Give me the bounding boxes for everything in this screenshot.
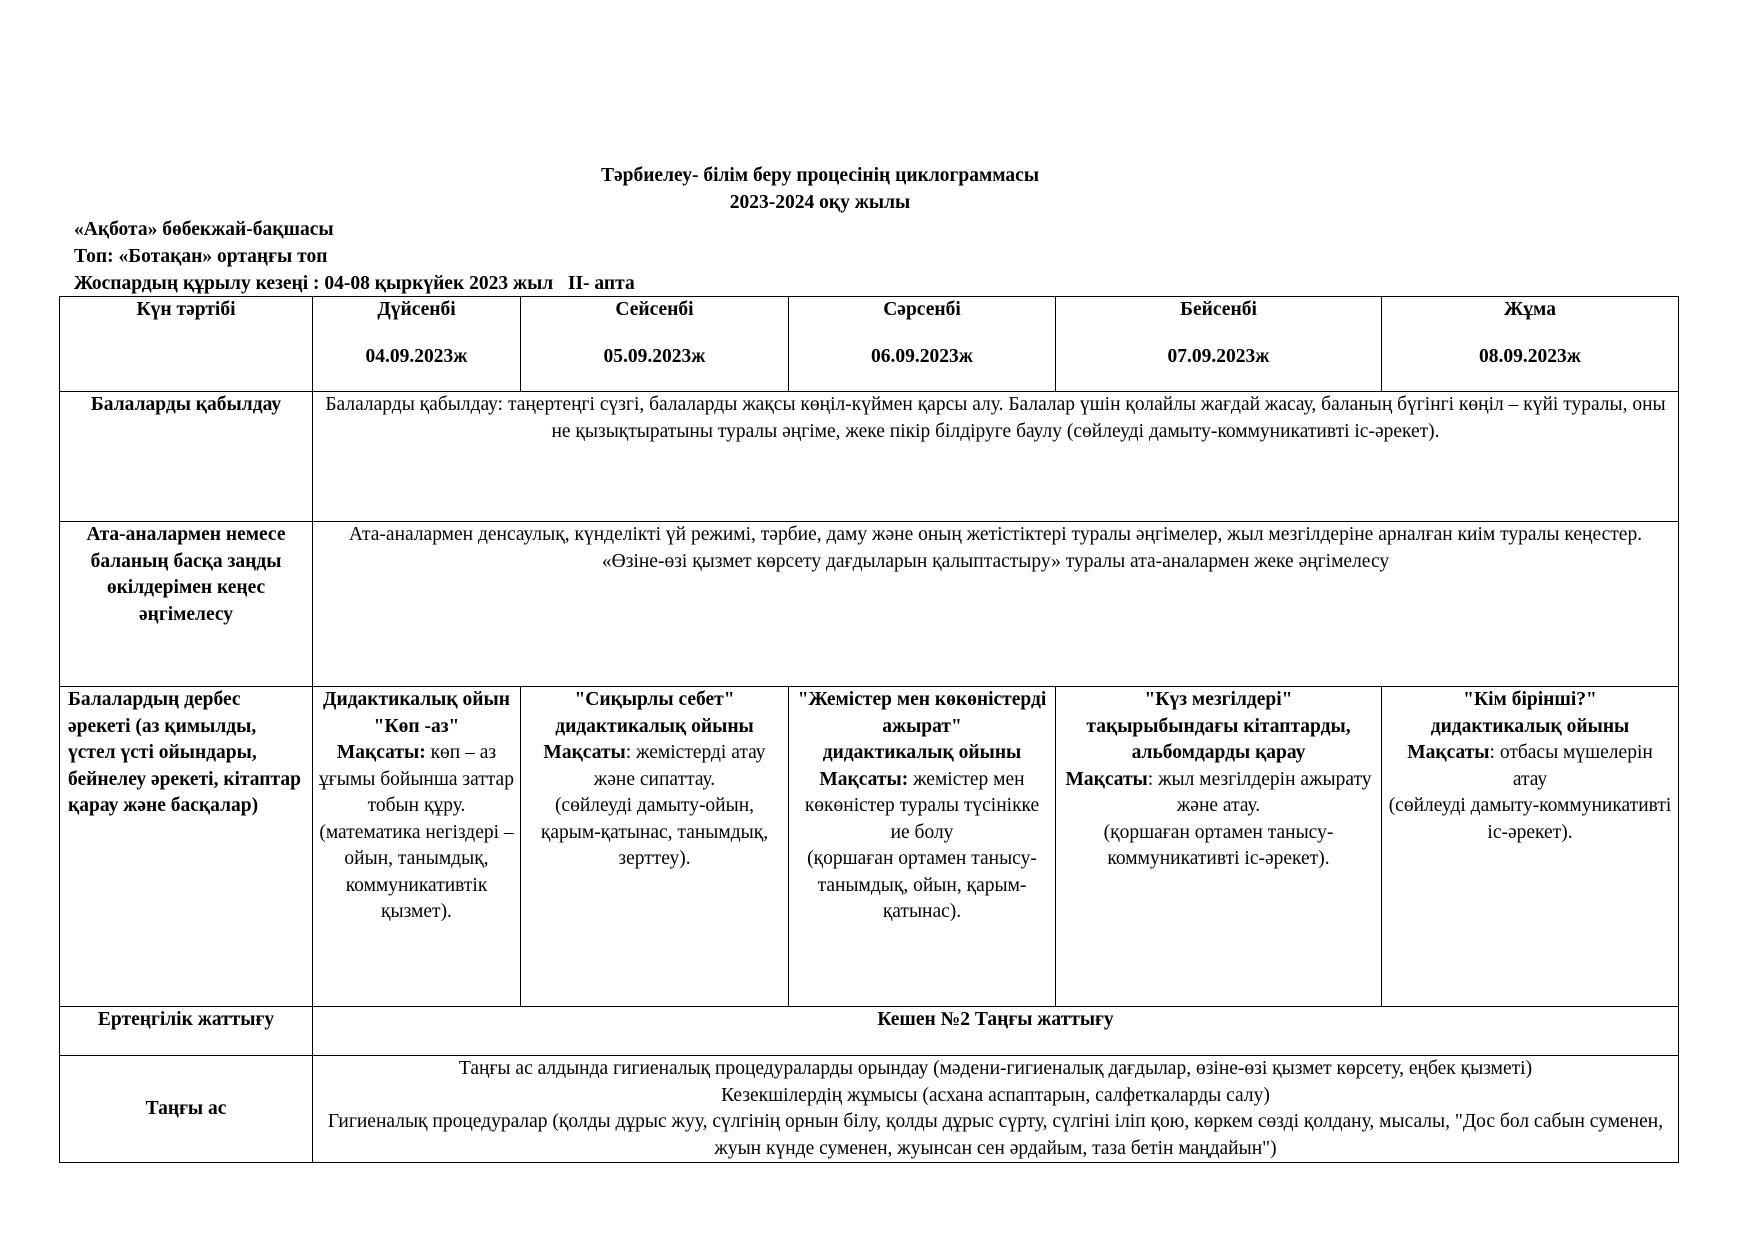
day-date: 07.09.2023ж bbox=[1167, 345, 1270, 367]
goal-text: жемістер мен көкөністер туралы түсінікке ие болу bbox=[804, 768, 1040, 843]
activity-title: "Күз мезгілдері" bbox=[1144, 689, 1293, 710]
day-name: Дүйсенбі bbox=[377, 299, 456, 320]
academic-year: 2023-2024 оқу жылы bbox=[729, 192, 911, 213]
day-date: 04.09.2023ж bbox=[365, 345, 468, 367]
goal-label: Мақсаты: bbox=[819, 768, 909, 790]
breakfast-cell bbox=[313, 1056, 1679, 1163]
reception-label: Балаларды қабылдау bbox=[60, 392, 313, 522]
goal-text: : жыл мезгілдерін ажырату және атау. bbox=[1147, 768, 1372, 816]
day-name: Жұма bbox=[1504, 299, 1556, 320]
group-name: Топ: «Ботақан» ортаңғы топ bbox=[74, 246, 328, 267]
goal-label: Мақсаты bbox=[1407, 742, 1490, 763]
plan-period: Жоспардың құрылу кезеңі : 04-08 қыркүйек 2023 жыл ІІ- апта bbox=[74, 273, 635, 294]
activity-subtitle: дидактикалық ойыны bbox=[1430, 715, 1630, 737]
header-day-tuesday bbox=[521, 297, 789, 392]
day-name: Бейсенбі bbox=[1180, 299, 1257, 320]
day-date: 08.09.2023ж bbox=[1479, 345, 1581, 367]
activity-title: "Сиқырлы себет" bbox=[574, 689, 735, 710]
exercise-label: Ертеңгілік жаттығу bbox=[60, 1007, 313, 1056]
header-day-friday bbox=[1382, 297, 1679, 392]
activity-wednesday bbox=[789, 687, 1056, 1007]
reception-row bbox=[60, 392, 1679, 522]
activity-label: Балалардың дербес әрекеті (аз қимылды, үстел үсті ойындары, бейнелеу әрекеті, кітаптар қарау және басқалар) bbox=[60, 687, 313, 1007]
breakfast-text-3: Гигиеналық процедуралар (қолды дұрыс жуу, сүлгінің орнын білу, қолды дұрыс сүрту, сүлгіні іліп қою, көркем сөзді қолдану, мысалы, "Дос бол сабын суменен, жуын күнде суменен, жуынсан сен әрдайым, таза бетін маңдайын") bbox=[327, 1111, 1664, 1159]
activity-goal bbox=[795, 767, 1049, 847]
day-name: Сәрсенбі bbox=[883, 299, 961, 320]
breakfast-text-1: Таңғы ас алдында гигиеналық процедураларды орындау (мәдени-гигиеналық дағдылар, өзіне-өзі қызмет көрсету, еңбек қызметі) bbox=[458, 1058, 1533, 1079]
exercise-text: Кешен №2 Таңғы жаттығу bbox=[313, 1007, 1679, 1056]
activity-title: Дидактикалық ойын bbox=[323, 689, 510, 710]
header-day-monday bbox=[313, 297, 521, 392]
goal-label: Мақсаты bbox=[543, 742, 626, 763]
activity-note: (математика негіздері – ойын, танымдық, коммуникативтік қызмет). bbox=[319, 821, 514, 922]
breakfast-text-2: Кезекшілердің жұмысы (асхана аспаптарын, салфеткаларды салу) bbox=[721, 1084, 1270, 1106]
header-day-wednesday bbox=[789, 297, 1056, 392]
activity-tuesday bbox=[521, 687, 789, 1007]
goal-text: : отбасы мүшелерін атау bbox=[1489, 742, 1653, 790]
goal-label: Мақсаты: bbox=[336, 742, 426, 763]
breakfast-row bbox=[60, 1056, 1679, 1163]
activity-note: (сөйлеуді дамыту-ойын, қарым-қатынас, танымдық, зерттеу). bbox=[540, 795, 769, 869]
exercise-row bbox=[60, 1007, 1679, 1056]
header-routine bbox=[60, 297, 313, 392]
breakfast-label: Таңғы ас bbox=[60, 1056, 313, 1163]
kindergarten-name: «Ақбота» бөбекжай-бақшасы bbox=[74, 219, 334, 240]
parents-text-1: Ата-аналармен денсаулық, күнделікті үй режимі, тәрбие, даму және оның жетістіктері туралы әңгімелер, жыл мезгілдеріне арналған киім туралы кеңестер. bbox=[348, 524, 1643, 545]
activity-goal bbox=[319, 740, 514, 820]
parents-cell bbox=[313, 522, 1679, 687]
activity-title: "Кім бірінші?" bbox=[1463, 689, 1597, 710]
header-day-thursday bbox=[1056, 297, 1382, 392]
activity-subtitle: дидактикалық ойыны bbox=[822, 742, 1022, 763]
activity-monday bbox=[313, 687, 521, 1007]
activity-subtitle: "Көп -аз" bbox=[373, 715, 460, 737]
parents-text-2: «Өзіне-өзі қызмет көрсету дағдыларын қалыптастыру» туралы ата-аналармен жеке әңгімелесу bbox=[601, 550, 1390, 572]
day-date: 06.09.2023ж bbox=[871, 345, 973, 367]
goal-label: Мақсаты bbox=[1065, 768, 1148, 790]
activity-subtitle: тақырыбындағы кітаптарды, альбомдарды қарау bbox=[1086, 715, 1351, 763]
activity-thursday bbox=[1056, 687, 1382, 1007]
document-title: Тәрбиелеу- білім беру процесінің циклограммасы bbox=[600, 165, 1040, 186]
activity-goal bbox=[1388, 740, 1672, 793]
activity-subtitle: дидактикалық ойыны bbox=[555, 715, 754, 737]
day-date: 05.09.2023ж bbox=[603, 345, 706, 367]
activity-goal bbox=[527, 740, 782, 793]
schedule-table bbox=[59, 296, 1679, 1163]
activity-note: (сөйлеуді дамыту-коммуникативті іс-әрекет). bbox=[1388, 795, 1672, 843]
parents-label: Ата-аналармен немесе баланың басқа заңды өкілдерімен кеңес әңгімелесу bbox=[60, 522, 313, 687]
goal-text: көп – аз ұғымы бойынша заттар тобын құру. bbox=[319, 742, 514, 816]
activity-note: (қоршаған ортамен танысу-танымдық, ойын, қарым-қатынас). bbox=[807, 848, 1037, 922]
header-row bbox=[60, 297, 1679, 392]
reception-text: Балаларды қабылдау: таңертеңгі сүзгі, балаларды жақсы көңіл-күймен қарсы алу. Балалар үшін қолайлы жағдай жасау, баланың бүгінгі көңіл – күйі туралы, оны не қызықтыратыны туралы әңгіме, жеке пікір білдіруге баулу (сөйлеуді дамыту-коммуникативті іс-әрекет). bbox=[313, 392, 1679, 522]
activity-goal bbox=[1062, 767, 1375, 820]
day-name: Сейсенбі bbox=[615, 299, 694, 320]
activity-friday bbox=[1382, 687, 1679, 1007]
activity-note: (қоршаған ортамен танысу-коммуникативті іс-әрекет). bbox=[1103, 821, 1334, 869]
parents-row bbox=[60, 522, 1679, 687]
goal-text: : жемістерді атау және сипаттау. bbox=[593, 742, 766, 790]
activity-row bbox=[60, 687, 1679, 1007]
header-routine-label: Күн тәртібі bbox=[136, 299, 236, 320]
activity-title: "Жемістер мен көкөністерді ажырат" bbox=[797, 689, 1047, 737]
